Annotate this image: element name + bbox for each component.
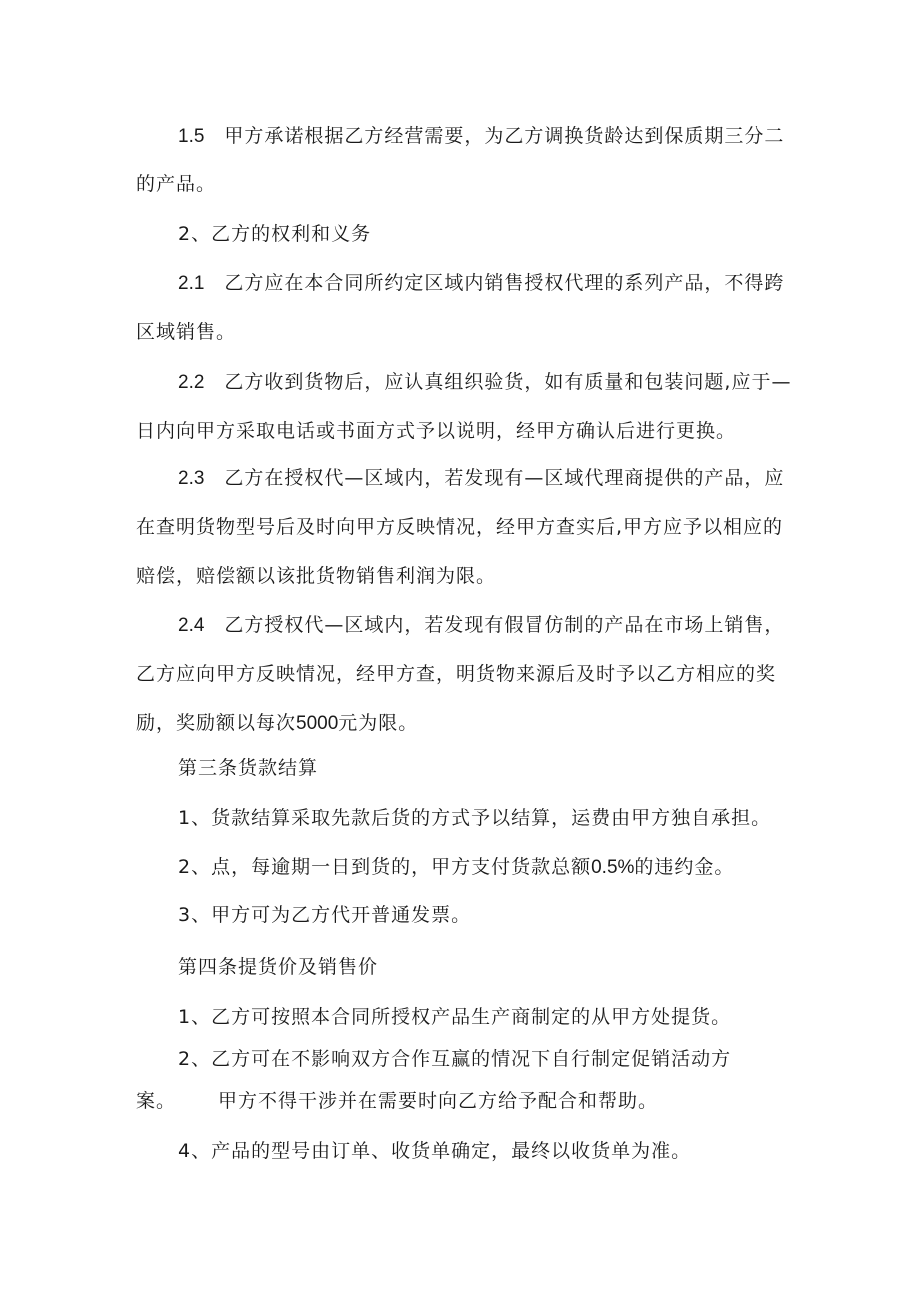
clause-text: 案。 xyxy=(136,1090,177,1112)
clause-2-4-line-1 xyxy=(178,613,832,637)
clause-text: 乙方授权代—区域内，若发现有假冒仿制的产品在市场上销售， xyxy=(224,614,785,636)
article-4-item-1: 1、乙方可按照本合同所授权产品生产商制定的从甲方处提货。 xyxy=(178,1006,732,1028)
clause-2-2-line-2: 日内向甲方采取电话或书面方式予以说明，经甲方确认后进行更换。 xyxy=(136,420,737,442)
clause-2-1-line-1 xyxy=(178,271,832,295)
clause-2-3-line-2: 在查明货物型号后及时向甲方反映情况，经甲方查实后,甲方应予以相应的 xyxy=(136,516,784,538)
clause-number: 2.4 xyxy=(178,615,205,636)
clause-text: 2、点，每逾期一日到货的，甲方支付货款总额 xyxy=(178,856,592,878)
clause-1-5-line-1 xyxy=(178,124,832,148)
clause-2-2-line-1 xyxy=(178,370,832,394)
clause-2-4-line-3 xyxy=(136,711,418,735)
clause-1-5-line-2: 的产品。 xyxy=(136,173,217,195)
article-3-item-3: 3、甲方可为乙方代开普通发票。 xyxy=(178,904,472,926)
clause-2-4-line-2: 乙方应向甲方反映情况，经甲方查，明货物来源后及时予以乙方相应的奖 xyxy=(136,663,777,685)
section-2-heading: 2、乙方的权利和义务 xyxy=(178,223,372,245)
clause-text: 乙方应在本合同所约定区域内销售授权代理的系列产品，不得跨 xyxy=(224,272,785,294)
clause-text: 励，奖励额以每次 xyxy=(136,712,297,734)
clause-number: 1.5 xyxy=(178,126,205,147)
clause-text: 元为限。 xyxy=(338,712,419,734)
clause-text: 乙方收到货物后，应认真组织验货，如有质量和包装问题,应于— xyxy=(224,371,792,393)
article-4-heading: 第四条提货价及销售价 xyxy=(178,956,379,978)
clause-2-1-line-2: 区域销售。 xyxy=(136,321,237,343)
article-4-item-2-line-1: 2、乙方可在不影响双方合作互赢的情况下自行制定促销活动方 xyxy=(178,1048,732,1070)
penalty-rate: 0.5% xyxy=(591,857,635,878)
article-4-item-2-line-2 xyxy=(136,1089,658,1113)
article-4-item-4: 4、产品的型号由订单、收货单确定，最终以收货单为准。 xyxy=(178,1140,692,1162)
clause-number: 2.3 xyxy=(178,468,205,489)
clause-2-3-line-1 xyxy=(178,466,832,490)
article-3-item-2 xyxy=(178,855,734,879)
clause-text: 甲方不得干涉并在需要时向乙方给予配合和帮助。 xyxy=(218,1090,659,1112)
article-3-item-1: 1、货款结算采取先款后货的方式予以结算，运费由甲方独自承担。 xyxy=(178,807,772,829)
clause-2-3-line-3: 赔偿，赔偿额以该批货物销售利润为限。 xyxy=(136,565,497,587)
reward-amount: 5000 xyxy=(296,713,339,734)
article-3-heading: 第三条货款结算 xyxy=(178,757,319,779)
clause-text: 的违约金。 xyxy=(634,856,735,878)
clause-number: 2.2 xyxy=(178,372,205,393)
clause-number: 2.1 xyxy=(178,273,205,294)
clause-text: 甲方承诺根据乙方经营需要，为乙方调换货龄达到保质期三分二 xyxy=(224,125,785,147)
clause-text: 乙方在授权代—区域内，若发现有—区域代理商提供的产品，应 xyxy=(224,467,785,489)
